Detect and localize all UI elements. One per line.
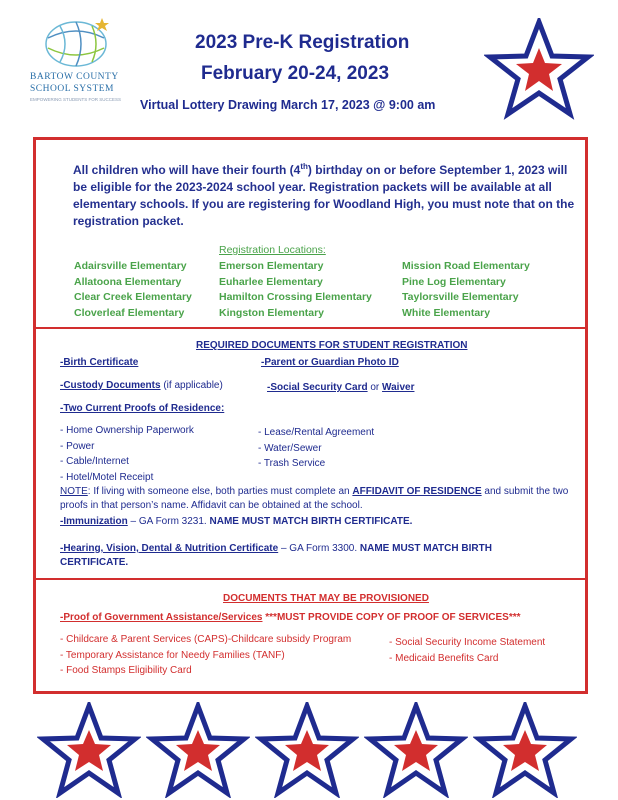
locations-column-3 <box>402 259 530 321</box>
bottom-stars-row <box>0 702 618 800</box>
registration-dates: February 20-24, 2023 <box>201 63 390 84</box>
immunization-item: -Immunization – GA Form 3231. NAME MUST MATCH BIRTH CERTIFICATE. <box>60 516 413 527</box>
page-title: 2023 Pre-K Registration <box>195 32 410 53</box>
hearing-vision-item: -Hearing, Vision, Dental & Nutrition Certificate – GA Form 3300. NAME MUST MATCH BIRTH CERTIFICATE. <box>60 543 492 568</box>
list-item: - Cable/Internet <box>60 456 129 467</box>
logo-tagline: EMPOWERING STUDENTS FOR SUCCESS <box>30 97 122 102</box>
social-security-item: -Social Security Card or Waiver <box>267 382 415 393</box>
provisioned-documents-heading: DOCUMENTS THAT MAY BE PROVISIONED <box>223 593 429 604</box>
list-item: - Temporary Assistance for Needy Families (TANF) <box>60 649 285 661</box>
residence-proofs-heading: -Two Current Proofs of Residence: <box>60 403 225 414</box>
star-icon <box>255 702 359 798</box>
locations-heading: Registration Locations: <box>219 244 326 256</box>
list-item: Clear Creek Elementary <box>74 291 192 303</box>
list-item: Euharlee Elementary <box>219 275 323 288</box>
star-icon <box>364 702 468 798</box>
locations-column-2 <box>219 259 372 321</box>
birth-certificate-item: -Birth Certificate <box>60 357 139 368</box>
logo-line-2: SCHOOL SYSTEM <box>30 84 115 94</box>
list-item: - Power <box>60 440 95 452</box>
logo-line-1: BARTOW COUNTY <box>30 72 119 82</box>
section-divider <box>33 327 588 329</box>
list-item: Taylorsville Elementary <box>402 291 519 303</box>
list-item: Adairsville Elementary <box>74 260 187 272</box>
star-icon <box>37 702 141 798</box>
lottery-date: Virtual Lottery Drawing March 17, 2023 @ 9:00 am <box>140 98 436 112</box>
custody-documents-item: -Custody Documents (if applicable) <box>60 380 223 391</box>
government-assistance-item: -Proof of Government Assistance/Services ***MUST PROVIDE COPY OF PROOF OF SERVICES*** <box>60 612 521 623</box>
list-item: Cloverleaf Elementary <box>74 306 185 319</box>
affidavit-note: NOTE: If living with someone else, both parties must complete an AFFIDAVIT OF RESIDENCE and submit the two proofs in that person’s name. Affidavit can be obtained at the school. <box>60 486 569 511</box>
residence-column-1 <box>60 423 194 485</box>
globe-icon <box>40 14 112 70</box>
provisioned-column-1 <box>60 632 351 679</box>
list-item: - Trash Service <box>258 458 326 469</box>
list-item: - Social Security Income Statement <box>389 637 546 648</box>
list-item: - Water/Sewer <box>258 442 322 454</box>
parent-id-item: -Parent or Guardian Photo ID <box>261 357 399 368</box>
section-divider <box>33 578 588 580</box>
list-item: Allatoona Elementary <box>74 275 182 288</box>
list-item: White Elementary <box>402 306 491 319</box>
school-system-logo <box>22 14 130 108</box>
list-item: - Home Ownership Paperwork <box>60 425 194 436</box>
residence-column-2 <box>258 425 374 472</box>
star-icon <box>484 18 594 120</box>
list-item: - Medicaid Benefits Card <box>389 652 499 664</box>
list-item: - Childcare & Parent Services (CAPS)-Childcare subsidy Program <box>60 634 352 645</box>
list-item: - Food Stamps Eligibility Card <box>60 665 192 676</box>
list-item: Kingston Elementary <box>219 306 325 319</box>
list-item: - Lease/Rental Agreement <box>258 427 375 438</box>
star-icon <box>146 702 250 798</box>
provisioned-column-2 <box>389 635 545 666</box>
list-item: - Hotel/Motel Receipt <box>60 471 154 483</box>
list-item: Mission Road Elementary <box>402 260 530 272</box>
list-item: Hamilton Crossing Elementary <box>219 291 372 303</box>
star-icon <box>473 702 577 798</box>
locations-column-1 <box>74 259 192 321</box>
list-item: Emerson Elementary <box>219 260 324 272</box>
required-documents-heading: REQUIRED DOCUMENTS FOR STUDENT REGISTRATION <box>196 340 468 351</box>
eligibility-paragraph: All children who will have their fourth (4th) birthday on or before September 1, 2023 will be eligible for the 2023-2024 school year. Registration packets will be available at all elementary schools. If you are registering for Woodland High, you must note that on the registration packet. <box>73 162 575 228</box>
list-item: Pine Log Elementary <box>402 275 506 288</box>
